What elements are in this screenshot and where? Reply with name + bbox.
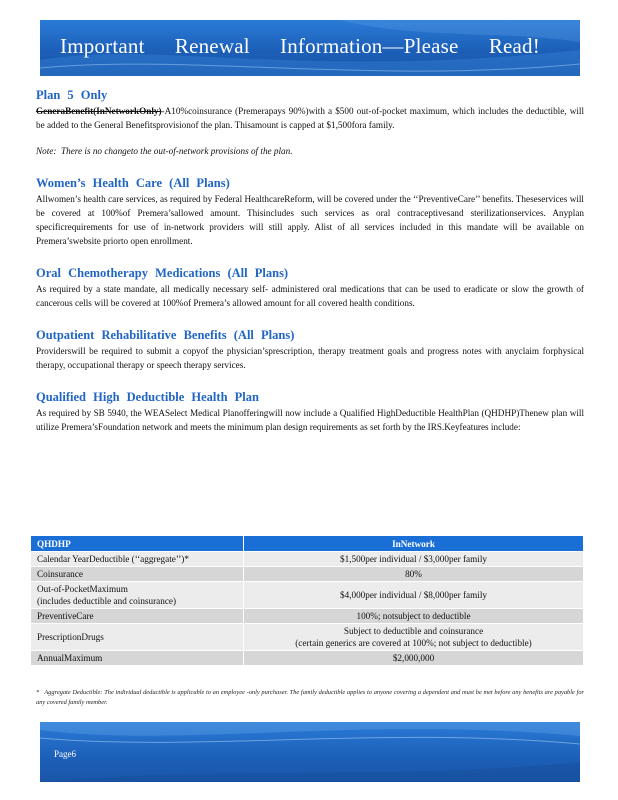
banner-word: Information—Please <box>280 34 459 58</box>
qhdhp-table <box>30 535 584 666</box>
struck-text: GeneraBenefit(InNetworkOnly) <box>36 106 162 116</box>
section-plan5 <box>36 88 584 158</box>
section-heading: Oral Chemotherapy Medications (All Plans) <box>36 266 289 280</box>
footer-wave-decoration <box>40 722 580 782</box>
page-number: Page6 <box>54 749 76 759</box>
table-cell-label: PreventiveCare <box>31 609 244 624</box>
section-heading: Outpatient Rehabilitative Benefits (All Plans) <box>36 328 295 342</box>
note-text: There is no changeto the out-of-network provisions of the plan. <box>61 146 293 156</box>
table-row <box>31 624 584 651</box>
section-body: Providerswill be required to submit a copyof the physician’sprescription, therapy treatment goals and progress notes with anyclaim forphysical therapy, occupational therapy or speech therapy services. <box>36 346 584 370</box>
table-cell-label <box>31 582 244 609</box>
table-cell-value: 80% <box>244 567 584 582</box>
table-cell-value <box>244 624 584 651</box>
table-cell-label-line: (includes deductible and coinsurance) <box>37 596 177 606</box>
section-heading: Qualified High Deductible Health Plan <box>36 390 259 404</box>
section-oral-chemo <box>36 266 584 310</box>
footnote-text: Aggregate Deductible: The individual deductible is applicable to an employee -only purchaser. The family deductible applies to anyone covering a dependent and must be met before any benefits are payable for any covered family member. <box>36 689 584 706</box>
table-cell-value: $2,000,000 <box>244 651 584 666</box>
footnote-marker: * <box>36 689 40 696</box>
section-outpatient <box>36 328 584 372</box>
table-cell-value: 100%; notsubject to deductible <box>244 609 584 624</box>
section-heading: Plan 5 Only <box>36 88 108 102</box>
table-cell-value: $4,000per individual / $8,000per family <box>244 582 584 609</box>
section-qhdhp <box>36 390 584 434</box>
section-heading: Women’s Health Care (All Plans) <box>36 176 230 190</box>
section-womens-health <box>36 176 584 248</box>
table-row <box>31 609 584 624</box>
table-cell-label-line: Out-of-PocketMaximum <box>37 584 128 594</box>
footnote <box>36 688 584 708</box>
note <box>36 144 584 158</box>
table-cell-value-line: (certain generics are covered at 100%; not subject to deductible) <box>295 638 532 648</box>
section-body: As required by a state mandate, all medically necessary self- administered oral medications that can be used to eradicate or slow the growth of cancerous cells will be covered at 100%of Premera’s allowed amount for all covered health conditions. <box>36 284 584 308</box>
table-row <box>31 582 584 609</box>
main-content <box>36 88 584 452</box>
banner-word: Important <box>60 34 145 58</box>
table-row <box>31 567 584 582</box>
table-header-cell: QHDHP <box>31 536 244 552</box>
table-cell-value-line: Subject to deductible and coinsurance <box>343 626 484 636</box>
table-row <box>31 651 584 666</box>
section-body-text: -A10%coinsurance (Premerapays 90%)with a $500 out-of-pocket maximum, which includes the deductible, will be added to the General Benefitsprovisionof the plan. Thisamount is capped at $1,500fora family. <box>36 106 584 130</box>
section-body: Allwomen’s health care services, as required by Federal HealthcareReform, will be covered under the ‘‘PreventiveCare’’ benefits. Theseservices will be covered at 100%of Premera’sallowed amount. Thisincludes such services as oral contraceptivesand sterilizationservices. Anyplan specificrequirements for use of in-network providers will still apply. Alist of all services included in this mandate will be available on Premera’swebsite priorto open enrollment. <box>36 194 584 246</box>
header-banner <box>40 20 580 76</box>
table-cell-label: PrescriptionDrugs <box>31 624 244 651</box>
footer-banner <box>40 722 580 782</box>
banner-word: Renewal <box>174 34 250 58</box>
section-body <box>36 104 584 132</box>
section-body: As required by SB 5940, the WEASelect Medical Planofferingwill now include a Qualified HighDeductible HealthPlan (QHDHP)Thenew plan will utilize Premera’sFoundation network and meets the minimum plan design requirements as set forth by the IRS.Keyfeatures include: <box>36 408 584 432</box>
note-label: Note: <box>36 146 57 156</box>
table-header-cell: InNetwork <box>244 536 584 552</box>
table-cell-label: Coinsurance <box>31 567 244 582</box>
table-cell-label: AnnualMaximum <box>31 651 244 666</box>
table-cell-label: Calendar YearDeductible (‘‘aggregate’’)* <box>31 552 244 567</box>
banner-title <box>40 34 580 59</box>
table-row <box>31 552 584 567</box>
table-cell-value: $1,500per individual / $3,000per family <box>244 552 584 567</box>
table-header-row <box>31 536 584 552</box>
banner-word: Read! <box>488 34 540 58</box>
